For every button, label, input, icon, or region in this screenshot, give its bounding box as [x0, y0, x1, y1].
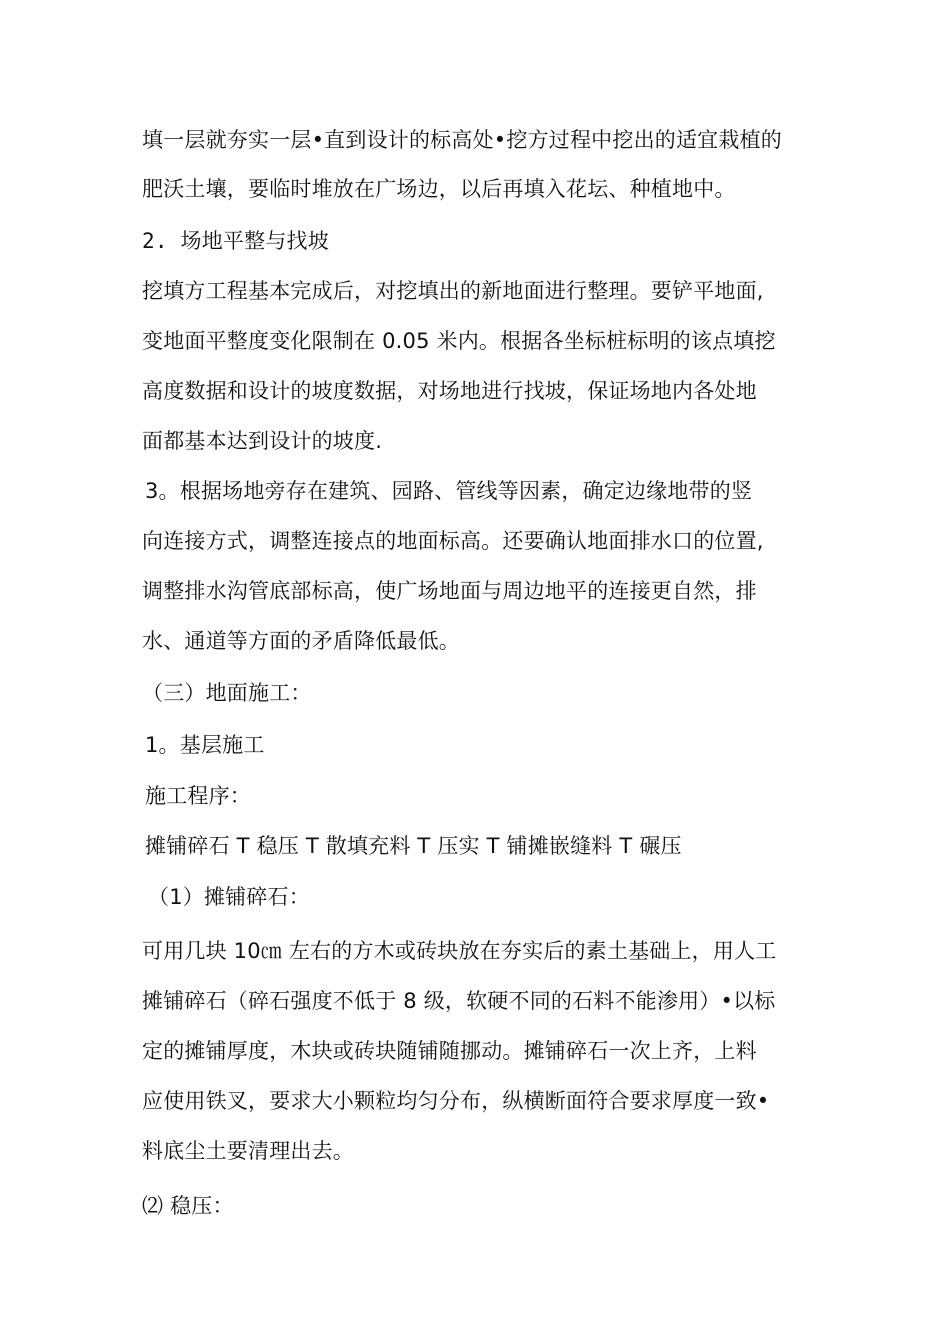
- paragraph-line-7: 向连接方式，调整连接点的地面标高。还要确认地面排水口的位置,: [142, 529, 764, 553]
- paragraph-line-2: 肥沃土壤，要临时堆放在广场边，以后再填入花坛、种植地中。: [142, 177, 736, 201]
- paragraph-line-3: 挖填方工程基本完成后，对挖填出的新地面进行整理。要铲平地面,: [142, 279, 764, 303]
- section-heading-site-leveling: 2. 场地平整与找坡: [142, 229, 329, 253]
- paragraph-line-8: 调整排水沟管底部标高，使广场地面与周边地平的连接更自然，排: [142, 579, 757, 603]
- step-heading-stabilize: ⑵ 稳压：: [142, 1194, 234, 1218]
- procedure-sequence: 摊铺碎石 T 稳压 T 散填充料 T 压实 T 铺摊嵌缝料 T 碾压: [145, 834, 682, 858]
- paragraph-line-5: 高度数据和设计的坡度数据，对场地进行找坡，保证场地内各处地: [142, 379, 757, 403]
- paragraph-line-9: 水、通道等方面的矛盾降低最低。: [142, 629, 460, 653]
- paragraph-line-1: 填一层就夯实一层•直到设计的标高处•挖方过程中挖出的适宜栽植的: [142, 128, 782, 152]
- subsection-heading-base-course: 1。基层施工: [145, 733, 265, 757]
- paragraph-line-4: 变地面平整度变化限制在 0.05 米内。根据各坐标桩标明的该点填挖: [142, 329, 776, 353]
- procedure-label: 施工程序：: [145, 784, 251, 808]
- section-heading-ground-construction: （三）地面施工：: [142, 681, 312, 705]
- step-heading-spread-gravel: （1）摊铺碎石：: [148, 885, 310, 909]
- numbered-item-3: 3。根据场地旁存在建筑、园路、管线等因素，确定边缘地带的竖: [145, 479, 753, 503]
- paragraph-line-11: 摊铺碎石（碎石强度不低于 8 级，软硬不同的石料不能渗用）•以标: [142, 989, 776, 1013]
- paragraph-line-6: 面都基本达到设计的坡度.: [142, 429, 383, 453]
- paragraph-line-14: 料底尘土要清理出去。: [142, 1139, 354, 1163]
- paragraph-line-13: 应使用铁叉，要求大小颗粒均匀分布，纵横断面符合要求厚度一致•: [142, 1089, 770, 1113]
- paragraph-line-10: 可用几块 10㎝ 左右的方木或砖块放在夯实后的素土基础上，用人工: [142, 939, 777, 963]
- paragraph-line-12: 定的摊铺厚度，木块或砖块随铺随挪动。摊铺碎石一次上齐，上料: [142, 1039, 757, 1063]
